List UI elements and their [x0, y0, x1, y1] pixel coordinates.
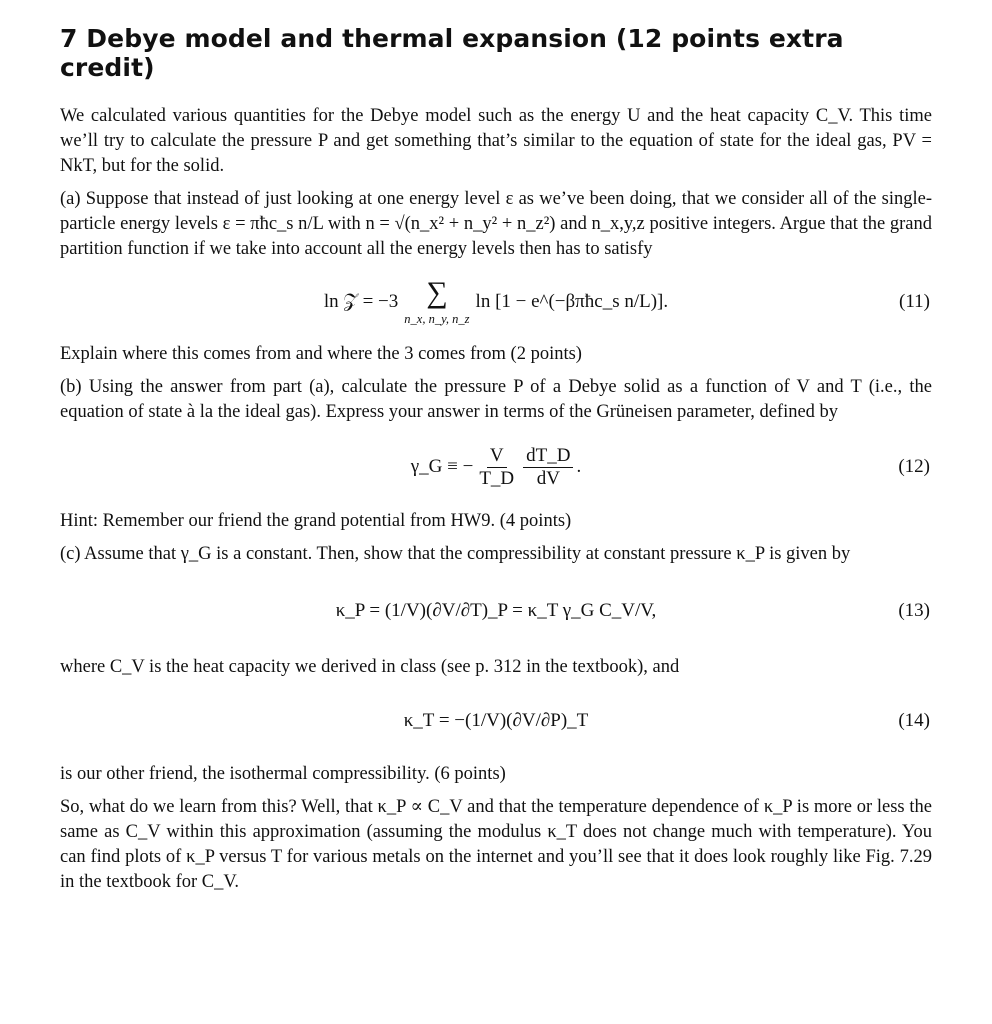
- eq12-lhs: γ_G ≡ −: [410, 456, 474, 477]
- equation-14: [60, 680, 932, 762]
- eq14-number: (14): [898, 710, 930, 731]
- part-c-paragraph: (c) Assume that γ_G is a constant. Then, show that the compressibility at constant pressure κ_P is given by: [60, 544, 851, 564]
- eq12-frac-2: [523, 445, 573, 490]
- eq14-text: κ_T = −(1/V)(∂V/∂P)_T: [403, 710, 589, 731]
- eq12-frac2-num: dT_D: [523, 445, 573, 468]
- equation-11: [60, 262, 932, 342]
- eq11-number: (11): [899, 291, 930, 312]
- eq12-frac-1: [476, 445, 517, 490]
- eq11-body: ln [1 − e^(−βπħc_s n/L)].: [475, 291, 669, 312]
- eq12-frac1-num: V: [487, 445, 507, 468]
- eq12-number: (12): [898, 456, 930, 477]
- between-13-14: where C_V is the heat capacity we derived in class (see p. 312 in the textbook), and: [60, 657, 680, 677]
- part-b-paragraph: (b) Using the answer from part (a), calculate the pressure P of a Debye solid as a function of V and T (i.e., the equation of state à la the ideal gas). Express your answer in terms of the Grüneisen parameter, defined by: [60, 377, 932, 422]
- problem-title: 7 Debye model and thermal expansion (12 points extra credit): [60, 24, 844, 82]
- eq11-sum-limits: n_x, n_y, n_z: [404, 311, 470, 326]
- hint-b: Hint: Remember our friend the grand potential from HW9. (4 points): [60, 511, 572, 531]
- eq12-tail: .: [576, 456, 582, 477]
- eq12-frac1-den: T_D: [479, 467, 515, 489]
- conclusion-paragraph: So, what do we learn from this? Well, that κ_P ∝ C_V and that the temperature dependence of κ_P is more or less the same as C_V within this approximation (assuming the modulus κ_T does not change much with temperature). You can find plots of κ_P versus T for various metals on the internet and you’ll see that it does look roughly like Fig. 7.29 in the textbook for C_V.: [60, 797, 932, 892]
- sigma-symbol: ∑: [426, 275, 448, 309]
- equation-12: [60, 425, 932, 509]
- problem-page: [60, 24, 932, 895]
- intro-paragraph: We calculated various quantities for the Debye model such as the energy U and the heat capacity C_V. This time we’ll try to calculate the pressure P and get something that’s similar to the equation of state for the ideal gas, PV = NkT, but for the solid.: [60, 106, 932, 176]
- part-a-after: Explain where this comes from and where the 3 comes from (2 points): [60, 344, 582, 364]
- eq13-text: κ_P = (1/V)(∂V/∂T)_P = κ_T γ_G C_V/V,: [335, 600, 657, 621]
- part-a-paragraph: (a) Suppose that instead of just looking at one energy level ε as we’ve been doing, that we consider all of the single-particle energy levels ε = πħc_s n/L with n = √(n_x² + n_y² + n_z²) and n_x,y,z positive integers. Argue that the grand partition function if we take into account all the energy levels then has to satisfy: [60, 189, 932, 259]
- after-14: is our other friend, the isothermal compressibility. (6 points): [60, 764, 506, 784]
- eq13-number: (13): [898, 600, 930, 621]
- eq11-sum: [404, 275, 470, 327]
- equation-13: [60, 567, 932, 655]
- eq11-lhs: ln 𝒵 = −3: [323, 291, 399, 312]
- eq12-frac2-den: dV: [536, 467, 560, 489]
